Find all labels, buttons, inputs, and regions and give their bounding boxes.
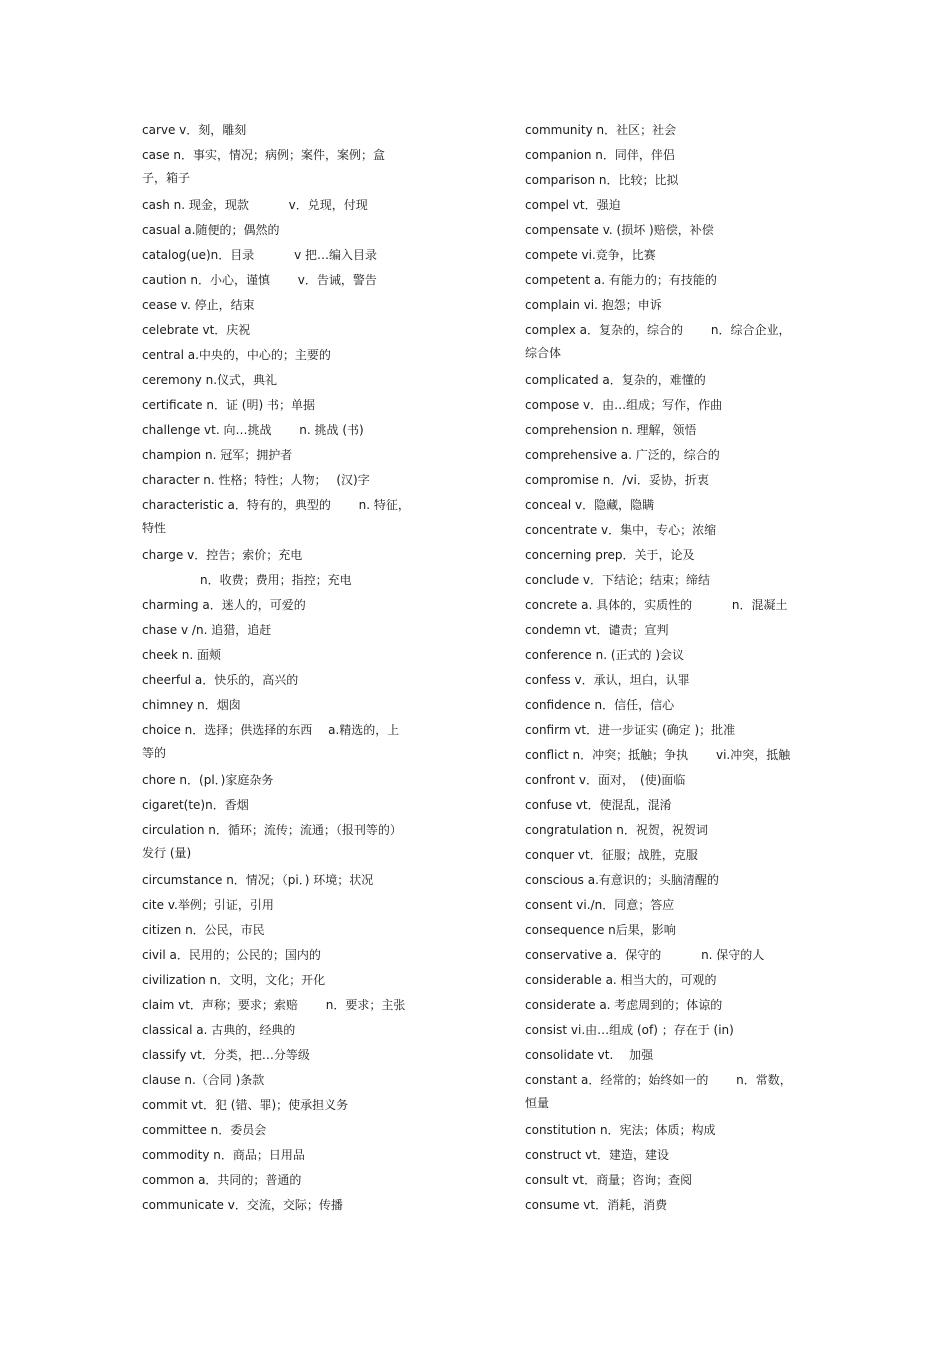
vocab-entry: [525, 369, 815, 394]
entry-text: concerning prep．关于，论及: [525, 548, 695, 562]
vocab-entry: [525, 719, 815, 744]
entry-text: circulation n．循环；流传；流通；（报刊等的）: [142, 823, 402, 837]
vocab-entry: [142, 619, 442, 644]
vocab-entry: [142, 119, 442, 144]
entry-text: consequence n后果，影响: [525, 923, 676, 937]
entry-text: companion n．同伴，伴侣: [525, 148, 675, 162]
vocab-entry: [525, 194, 815, 219]
vocab-entry: [525, 994, 815, 1019]
vocab-entry: [525, 944, 815, 969]
vocab-entry: [525, 619, 815, 644]
entry-text: conference n. (正式的 )会议: [525, 648, 685, 662]
entry-text: common a．共同的；普通的: [142, 1173, 302, 1187]
entry-text: choice n．选择；供选择的东西 a.精选的，上: [142, 723, 400, 737]
entry-text: conservative a．保守的 n. 保守的人: [525, 948, 765, 962]
entry-text: carve v．刻，雕刻: [142, 123, 247, 137]
entry-text: cheerful a．快乐的，高兴的: [142, 673, 299, 687]
entry-text: challenge vt. 向…挑战 n. 挑战 (书): [142, 423, 364, 437]
entry-text: complicated a．复杂的，难懂的: [525, 373, 706, 387]
entry-text: citizen n．公民，市民: [142, 923, 265, 937]
entry-text: classical a. 古典的，经典的: [142, 1023, 296, 1037]
entry-text: consult vt．商量；咨询；查阅: [525, 1173, 693, 1187]
entry-text: confidence n．信任，信心: [525, 698, 675, 712]
vocab-entry: [525, 244, 815, 269]
vocab-entry: [142, 194, 442, 219]
vocab-entry: [142, 919, 442, 944]
right-column: [525, 119, 815, 1219]
entry-text-continued: 综合体: [525, 346, 562, 360]
entry-text: complex a．复杂的，综合的 n．综合企业，: [525, 323, 791, 337]
vocab-entry: [525, 419, 815, 444]
vocab-entry: [142, 694, 442, 719]
entry-text: comprehensive a. 广泛的，综合的: [525, 448, 720, 462]
entry-text: central a.中央的，中心的；主要的: [142, 348, 331, 362]
entry-text: champion n. 冠军；拥护者: [142, 448, 293, 462]
vocab-entry: [142, 769, 442, 794]
vocab-entry: [525, 144, 815, 169]
entry-text: circumstance n．情况；（pi．) 环境；状况: [142, 873, 374, 887]
entry-text: conceal v．隐藏，隐瞒: [525, 498, 655, 512]
entry-text: commodity n．商品；日用品: [142, 1148, 305, 1162]
left-column: [142, 119, 442, 1219]
entry-text: confuse vt．使混乱，混淆: [525, 798, 672, 812]
vocab-entry: [142, 569, 442, 594]
vocab-entry: [142, 794, 442, 819]
entry-text: constitution n．宪法；体质；构成: [525, 1123, 716, 1137]
vocab-entry: [142, 894, 442, 919]
entry-text: concrete a. 具体的，实质性的 n．混凝土: [525, 598, 788, 612]
entry-text: commit vt．犯 (错、罪)；使承担义务: [142, 1098, 349, 1112]
entry-text: confront v．面对， (使)面临: [525, 773, 686, 787]
vocab-entry: [525, 1044, 815, 1069]
vocab-entry: [142, 719, 442, 769]
vocab-entry: [525, 1069, 815, 1119]
entry-text: classify vt．分类，把…分等级: [142, 1048, 310, 1062]
vocab-entry: [142, 1094, 442, 1119]
vocab-entry: [525, 1119, 815, 1144]
vocab-entry: [525, 169, 815, 194]
entry-text: considerate a. 考虑周到的；体谅的: [525, 998, 723, 1012]
entry-text: certificate n．证 (明) 书；单据: [142, 398, 315, 412]
vocab-entry: [525, 819, 815, 844]
entry-text: caution n．小心，谨慎 v．告诫，警告: [142, 273, 377, 287]
vocab-entry: [525, 219, 815, 244]
vocab-entry: [525, 1019, 815, 1044]
entry-text-continued: 特性: [142, 521, 167, 535]
vocab-entry: [142, 594, 442, 619]
vocab-entry: [142, 369, 442, 394]
entry-text: cease v. 停止，结束: [142, 298, 255, 312]
entry-text: case n．事实，情况；病例；案件，案例；盒: [142, 148, 386, 162]
vocab-entry: [142, 869, 442, 894]
vocab-entry: [525, 1144, 815, 1169]
vocab-entry: [525, 494, 815, 519]
entry-text: conscious a.有意识的；头脑清醒的: [525, 873, 719, 887]
entry-text: committee n．委员会: [142, 1123, 267, 1137]
entry-text-continued: 发行 (量): [142, 846, 192, 860]
entry-text: communicate v．交流，交际；传播: [142, 1198, 343, 1212]
vocab-entry: [142, 469, 442, 494]
entry-text: cite v.举例；引证，引用: [142, 898, 274, 912]
vocab-entry: [142, 344, 442, 369]
entry-text: ceremony n.仪式，典礼: [142, 373, 278, 387]
entry-text: concentrate v．集中，专心；浓缩: [525, 523, 717, 537]
vocab-entry: [142, 669, 442, 694]
vocab-entry: [142, 219, 442, 244]
vocab-entry: [525, 769, 815, 794]
entry-text: conquer vt．征服；战胜，克服: [525, 848, 698, 862]
entry-text: casual a.随便的；偶然的: [142, 223, 280, 237]
vocab-entry: [525, 644, 815, 669]
entry-text: chase v /n. 追猎，追赶: [142, 623, 272, 637]
vocab-entry: [525, 469, 815, 494]
vocab-entry: [142, 1019, 442, 1044]
entry-text: conflict n．冲突；抵触；争执 vi.冲突，抵触: [525, 748, 791, 762]
entry-text: consist vi.由…组成 (of) ；存在于 (in): [525, 1023, 734, 1037]
vocab-entry: [142, 544, 442, 569]
vocab-entry: [525, 1169, 815, 1194]
vocab-entry: [142, 819, 442, 869]
vocab-entry: [525, 869, 815, 894]
entry-text: competent a. 有能力的；有技能的: [525, 273, 717, 287]
entry-text-continued: 子，箱子: [142, 171, 191, 185]
vocab-entry: [525, 444, 815, 469]
vocab-entry: [525, 744, 815, 769]
vocab-entry: [525, 844, 815, 869]
entry-text: compete vi.竞争，比赛: [525, 248, 656, 262]
vocab-entry: [525, 569, 815, 594]
entry-text: consume vt．消耗，消费: [525, 1198, 668, 1212]
vocab-entry: [142, 1119, 442, 1144]
entry-text: chimney n．烟囱: [142, 698, 241, 712]
vocab-entry: [525, 119, 815, 144]
vocab-entry: [525, 969, 815, 994]
entry-text: characteristic a．特有的，典型的 n. 特征，: [142, 498, 410, 512]
vocab-entry: [142, 1169, 442, 1194]
entry-text: constant a．经常的；始终如一的 n．常数，: [525, 1073, 792, 1087]
vocab-entry: [525, 519, 815, 544]
vocab-entry: [142, 319, 442, 344]
entry-text: cigaret(te)n．香烟: [142, 798, 249, 812]
vocab-entry: [142, 419, 442, 444]
entry-text: claim vt．声称；要求；索赔 n．要求；主张: [142, 998, 406, 1012]
vocab-entry: [142, 644, 442, 669]
entry-text: cheek n. 面颊: [142, 648, 221, 662]
vocab-entry: [142, 1044, 442, 1069]
entry-text: confirm vt．进一步证实 (确定 )；批准: [525, 723, 736, 737]
vocab-entry: [142, 394, 442, 419]
vocab-entry: [142, 444, 442, 469]
vocab-entry: [525, 394, 815, 419]
vocab-entry: [525, 319, 815, 369]
entry-text: civilization n．文明，文化；开化: [142, 973, 326, 987]
entry-text: consolidate vt. 加强: [525, 1048, 654, 1062]
entry-text: confess v．承认，坦白，认罪: [525, 673, 690, 687]
vocab-entry: [525, 1194, 815, 1219]
entry-text: chore n．(pl．)家庭杂务: [142, 773, 274, 787]
vocab-entry: [525, 794, 815, 819]
entry-text: condemn vt．谴责；宣判: [525, 623, 669, 637]
entry-text: clause n.（合同 )条款: [142, 1073, 265, 1087]
entry-text: compromise n．/vi．妥协，折衷: [525, 473, 709, 487]
vocab-entry: [525, 594, 815, 619]
vocab-entry: [525, 894, 815, 919]
entry-text: civil a．民用的；公民的；国内的: [142, 948, 321, 962]
entry-text: charming a．迷人的，可爱的: [142, 598, 306, 612]
vocab-entry: [142, 1194, 442, 1219]
vocab-entry: [142, 969, 442, 994]
entry-text: charge v．控告；索价；充电: [142, 548, 303, 562]
entry-text: compose v．由…组成；写作，作曲: [525, 398, 723, 412]
vocab-entry: [142, 944, 442, 969]
vocab-entry: [142, 144, 442, 194]
entry-text-continued: 恒量: [525, 1096, 550, 1110]
vocab-entry: [142, 294, 442, 319]
vocab-entry: [142, 994, 442, 1019]
entry-text: n．收费；费用；指控；充电: [200, 573, 352, 587]
vocab-entry: [142, 1144, 442, 1169]
entry-text: conclude v．下结论；结束；缔结: [525, 573, 710, 587]
vocab-entry: [142, 269, 442, 294]
entry-text: considerable a. 相当大的，可观的: [525, 973, 717, 987]
vocab-entry: [525, 294, 815, 319]
entry-text: compel vt．强迫: [525, 198, 621, 212]
entry-text: comparison n．比较；比拟: [525, 173, 679, 187]
vocab-entry: [525, 269, 815, 294]
entry-text: cash n. 现金，现款 v．兑现，付现: [142, 198, 368, 212]
entry-text: catalog(ue)n．目录 v 把…编入目录: [142, 248, 377, 262]
entry-text: community n．社区；社会: [525, 123, 677, 137]
vocab-entry: [142, 494, 442, 544]
entry-text-continued: 等的: [142, 746, 167, 760]
vocab-entry: [142, 1069, 442, 1094]
entry-text: construct vt．建造，建设: [525, 1148, 669, 1162]
entry-text: character n. 性格；特性；人物； (汉)字: [142, 473, 370, 487]
entry-text: compensate v. (损坏 )赔偿，补偿: [525, 223, 714, 237]
vocab-entry: [525, 669, 815, 694]
entry-text: consent vi./n．同意；答应: [525, 898, 675, 912]
entry-text: celebrate vt．庆祝: [142, 323, 251, 337]
vocab-entry: [142, 244, 442, 269]
entry-text: complain vi. 抱怨；申诉: [525, 298, 662, 312]
entry-text: congratulation n．祝贺，祝贺词: [525, 823, 708, 837]
vocab-entry: [525, 694, 815, 719]
entry-text: comprehension n. 理解，领悟: [525, 423, 697, 437]
vocab-entry: [525, 919, 815, 944]
vocab-entry: [525, 544, 815, 569]
